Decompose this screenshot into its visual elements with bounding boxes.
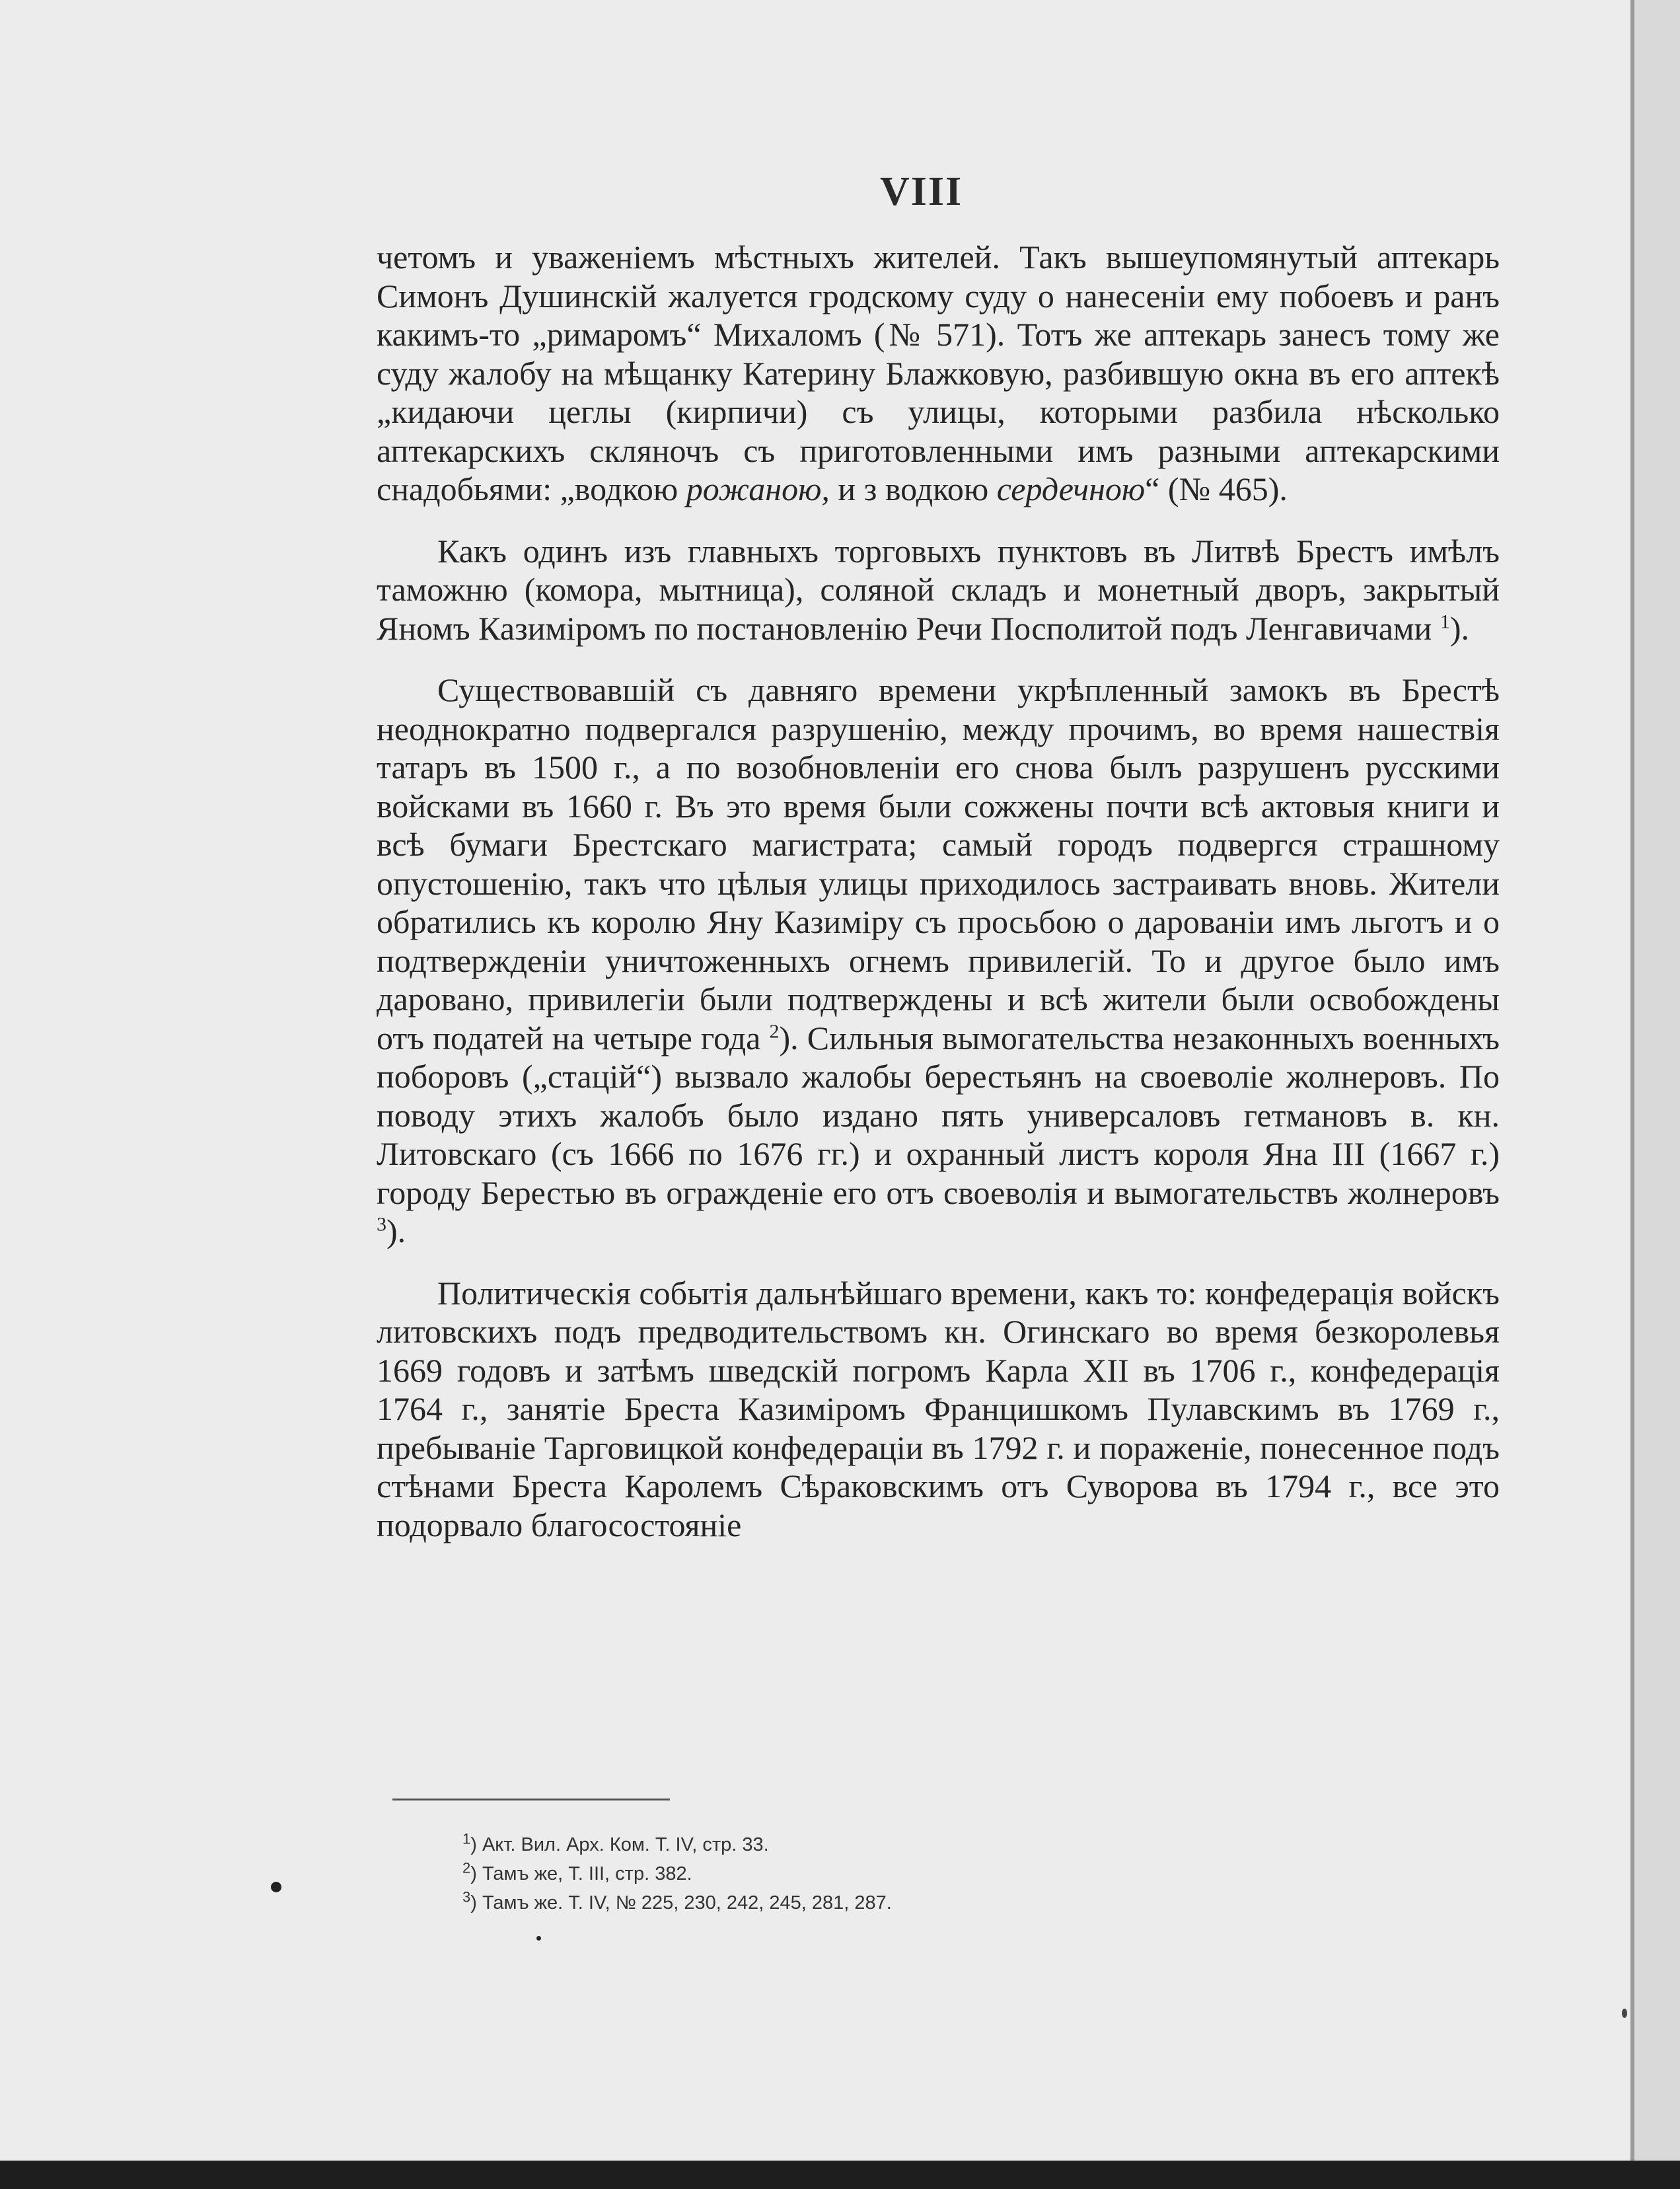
- paragraph-1-text: четомъ и уваженіемъ мѣстныхъ жителей. Такъ вышеупомянутый аптекарь Симонъ Душинскій жалуется гродскому суду о нанесеніи ему побоевъ и ранъ какимъ-то „римаромъ“ Михаломъ (№ 571). Тотъ же аптекарь занесъ тому же суду жалобу на мѣщанку Катерину Блажковую, разбившую окна въ его аптекѣ „кидаючи цеглы (кирпичи) съ улицы, которыми разбила нѣсколько аптекарскихъ скляночъ съ приготовленными имъ разными аптекарскими снадобьями: „водкою: [377, 239, 1500, 507]
- ink-speck: [1622, 2009, 1627, 2018]
- ink-speck: [271, 1882, 281, 1892]
- footnote-separator: [392, 1799, 670, 1800]
- paragraph-1: [377, 238, 1500, 509]
- paragraph-2-end: ).: [1449, 609, 1469, 647]
- paragraph-4-text: Политическія событія дальнѣйшаго времени, какъ то: конфедерація войскъ литовскихъ подъ предводительствомъ кн. Огинскаго во время безкоролевья 1669 годовъ и затѣмъ шведскій погромъ Карла XII въ 1706 г., конфедерація 1764 г., занятіе Бреста Казиміромъ Францишкомъ Пулавскимъ въ 1769 г., пребываніе Тарговицкой конфедераціи въ 1792 г. и пораженіе, понесенное подъ стѣнами Бреста Каролемъ Сѣраковскимъ отъ Суворова въ 1794 г., все это подорвало благосостояніе: [377, 1274, 1500, 1543]
- page-edge-margin: [1634, 0, 1680, 2189]
- footnote-ref-2: 2: [769, 1020, 780, 1042]
- italic-word-serdechnoyu: сердечною: [996, 470, 1146, 507]
- paragraph-3: [377, 671, 1500, 1251]
- paragraph-3-text: Существовавшій съ давняго времени укрѣпленный замокъ въ Брестѣ неоднократно подвергался разрушенію, между прочимъ, во время нашествія татаръ въ 1500 г., а по возобновленіи его снова былъ разрушенъ русскими войсками въ 1660 г. Въ это время были сожжены почти всѣ актовыя книги и всѣ бумаги Брестскаго магистрата; самый городъ подвергся страшному опустошенію, такъ что цѣлыя улицы приходилось застраивать вновь. Жители обратились къ королю Яну Казиміру съ просьбою о дарованіи имъ льготъ и о подтвержденіи уничтоженныхъ огнемъ привилегій. То и другое было имъ даровано, привилегіи были подтверждены и всѣ жители были освобождены отъ податей на четыре года: [377, 671, 1500, 1057]
- paragraph-4: [377, 1274, 1500, 1545]
- footnote-1-mark: 1: [462, 1830, 471, 1847]
- footnote-2: [462, 1859, 892, 1888]
- footnote-3-mark: 3: [462, 1888, 471, 1906]
- page-number: VIII: [880, 169, 963, 214]
- ink-speck: [536, 1936, 541, 1941]
- footnote-3-text: ) Тамъ же. Т. IV, № 225, 230, 242, 245, 281, 287.: [470, 1892, 892, 1913]
- footnote-1: [462, 1830, 892, 1859]
- footnote-2-text: ) Тамъ же, Т. III, стр. 382.: [470, 1863, 692, 1884]
- paragraph-2: [377, 532, 1500, 648]
- footnote-ref-1: 1: [1440, 610, 1450, 632]
- footnote-1-text: ) Акт. Вил. Арх. Ком. Т. IV, стр. 33.: [470, 1834, 769, 1855]
- paragraph-3-text-2: ). Сильныя вымогательства незаконныхъ военныхъ поборовъ („стацій“) вызвало жалобы берестьянъ на своеволіе жолнеровъ. По поводу этихъ жалобъ было издано пять универсаловъ гетмановъ в. кн. Литовскаго (съ 1666 по 1676 гг.) и охранный листъ короля Яна III (1667 г.) городу Берестью въ огражденіе его отъ своеволія и вымогательствъ жолнеровъ: [377, 1019, 1500, 1211]
- footnote-ref-3: 3: [377, 1213, 386, 1236]
- paragraph-1-text-3: “ (№ 465).: [1145, 470, 1288, 507]
- paragraph-1-text-2: и з водкою: [829, 470, 997, 507]
- italic-word-rozhanoyu: рожаною,: [686, 470, 830, 507]
- body-text: [377, 238, 1500, 1544]
- footnotes: [462, 1830, 892, 1917]
- footnote-3: [462, 1888, 892, 1917]
- paragraph-2-text: Какъ одинъ изъ главныхъ торговыхъ пунктовъ въ Литвѣ Брестъ имѣлъ таможню (комора, мытница), соляной складъ и монетный дворъ, закрытый Яномъ Казиміромъ по постановленію Речи Посполитой подъ Ленгавичами: [377, 532, 1500, 647]
- scan-bottom-band: [0, 2161, 1680, 2189]
- footnote-2-mark: 2: [462, 1859, 471, 1876]
- paragraph-3-end: ).: [386, 1212, 406, 1249]
